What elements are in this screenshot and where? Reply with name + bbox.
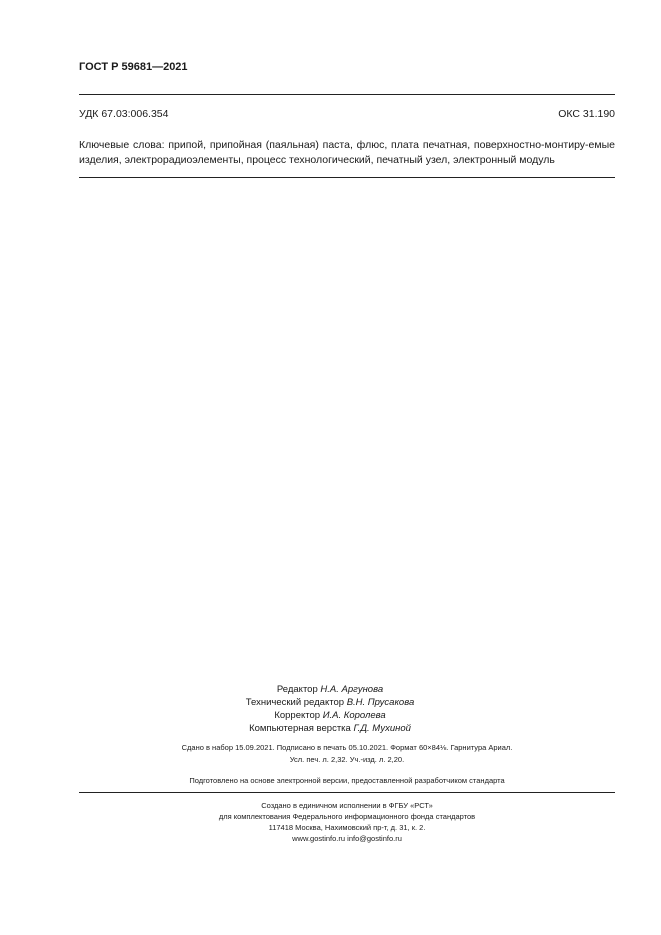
credit-role: Корректор [274, 710, 321, 721]
footer-contacts: www.gostinfo.ru info@gostinfo.ru [292, 834, 402, 843]
udk-code: УДК 67.03:006.354 [79, 108, 169, 120]
credit-role: Компьютерная верстка [249, 723, 351, 734]
credit-name: И.А. Королева [322, 710, 386, 721]
credit-name: Г.Д. Мухиной [353, 723, 411, 734]
publisher-footer [79, 800, 615, 844]
publication-line-1: Сдано в набор 15.09.2021. Подписано в печать 05.10.2021. Формат 60×84⅛. Гарнитура Ариал. [181, 743, 513, 752]
credit-tech-editor [200, 696, 460, 709]
footer-line-2: для комплектования Федерального информационного фонда стандартов [218, 812, 476, 821]
prepared-note: Подготовлено на основе электронной версии, предоставленной разработчиком стандарта [189, 776, 505, 785]
top-divider [79, 94, 615, 95]
credit-role: Технический редактор [245, 697, 345, 708]
publication-details [79, 742, 615, 766]
keywords-paragraph: Ключевые слова: припой, припойная (паяльная) паста, флюс, плата печатная, поверхностно-монтиру-емые изделия, электрорадиоэлементы, процесс технологический, печатный узел, электронный модуль [79, 139, 615, 166]
footer-divider [79, 792, 615, 793]
credit-name: Н.А. Аргунова [320, 684, 384, 695]
credits-block [200, 683, 460, 735]
credit-name: В.Н. Прусакова [346, 697, 415, 708]
publication-line-2: Усл. печ. л. 2,32. Уч.-изд. л. 2,20. [289, 755, 405, 764]
credit-editor [200, 683, 460, 696]
credit-corrector [200, 709, 460, 722]
credit-layout [200, 722, 460, 735]
keywords-divider [79, 177, 615, 178]
footer-line-1: Создано в единичном исполнении в ФГБУ «РСТ» [261, 801, 433, 810]
credit-role: Редактор [276, 684, 318, 695]
standard-code: ГОСТ Р 59681—2021 [79, 61, 188, 73]
oks-code: ОКС 31.190 [558, 108, 615, 120]
footer-line-3: 117418 Москва, Нахимовский пр-т, д. 31, к. 2. [268, 823, 426, 832]
